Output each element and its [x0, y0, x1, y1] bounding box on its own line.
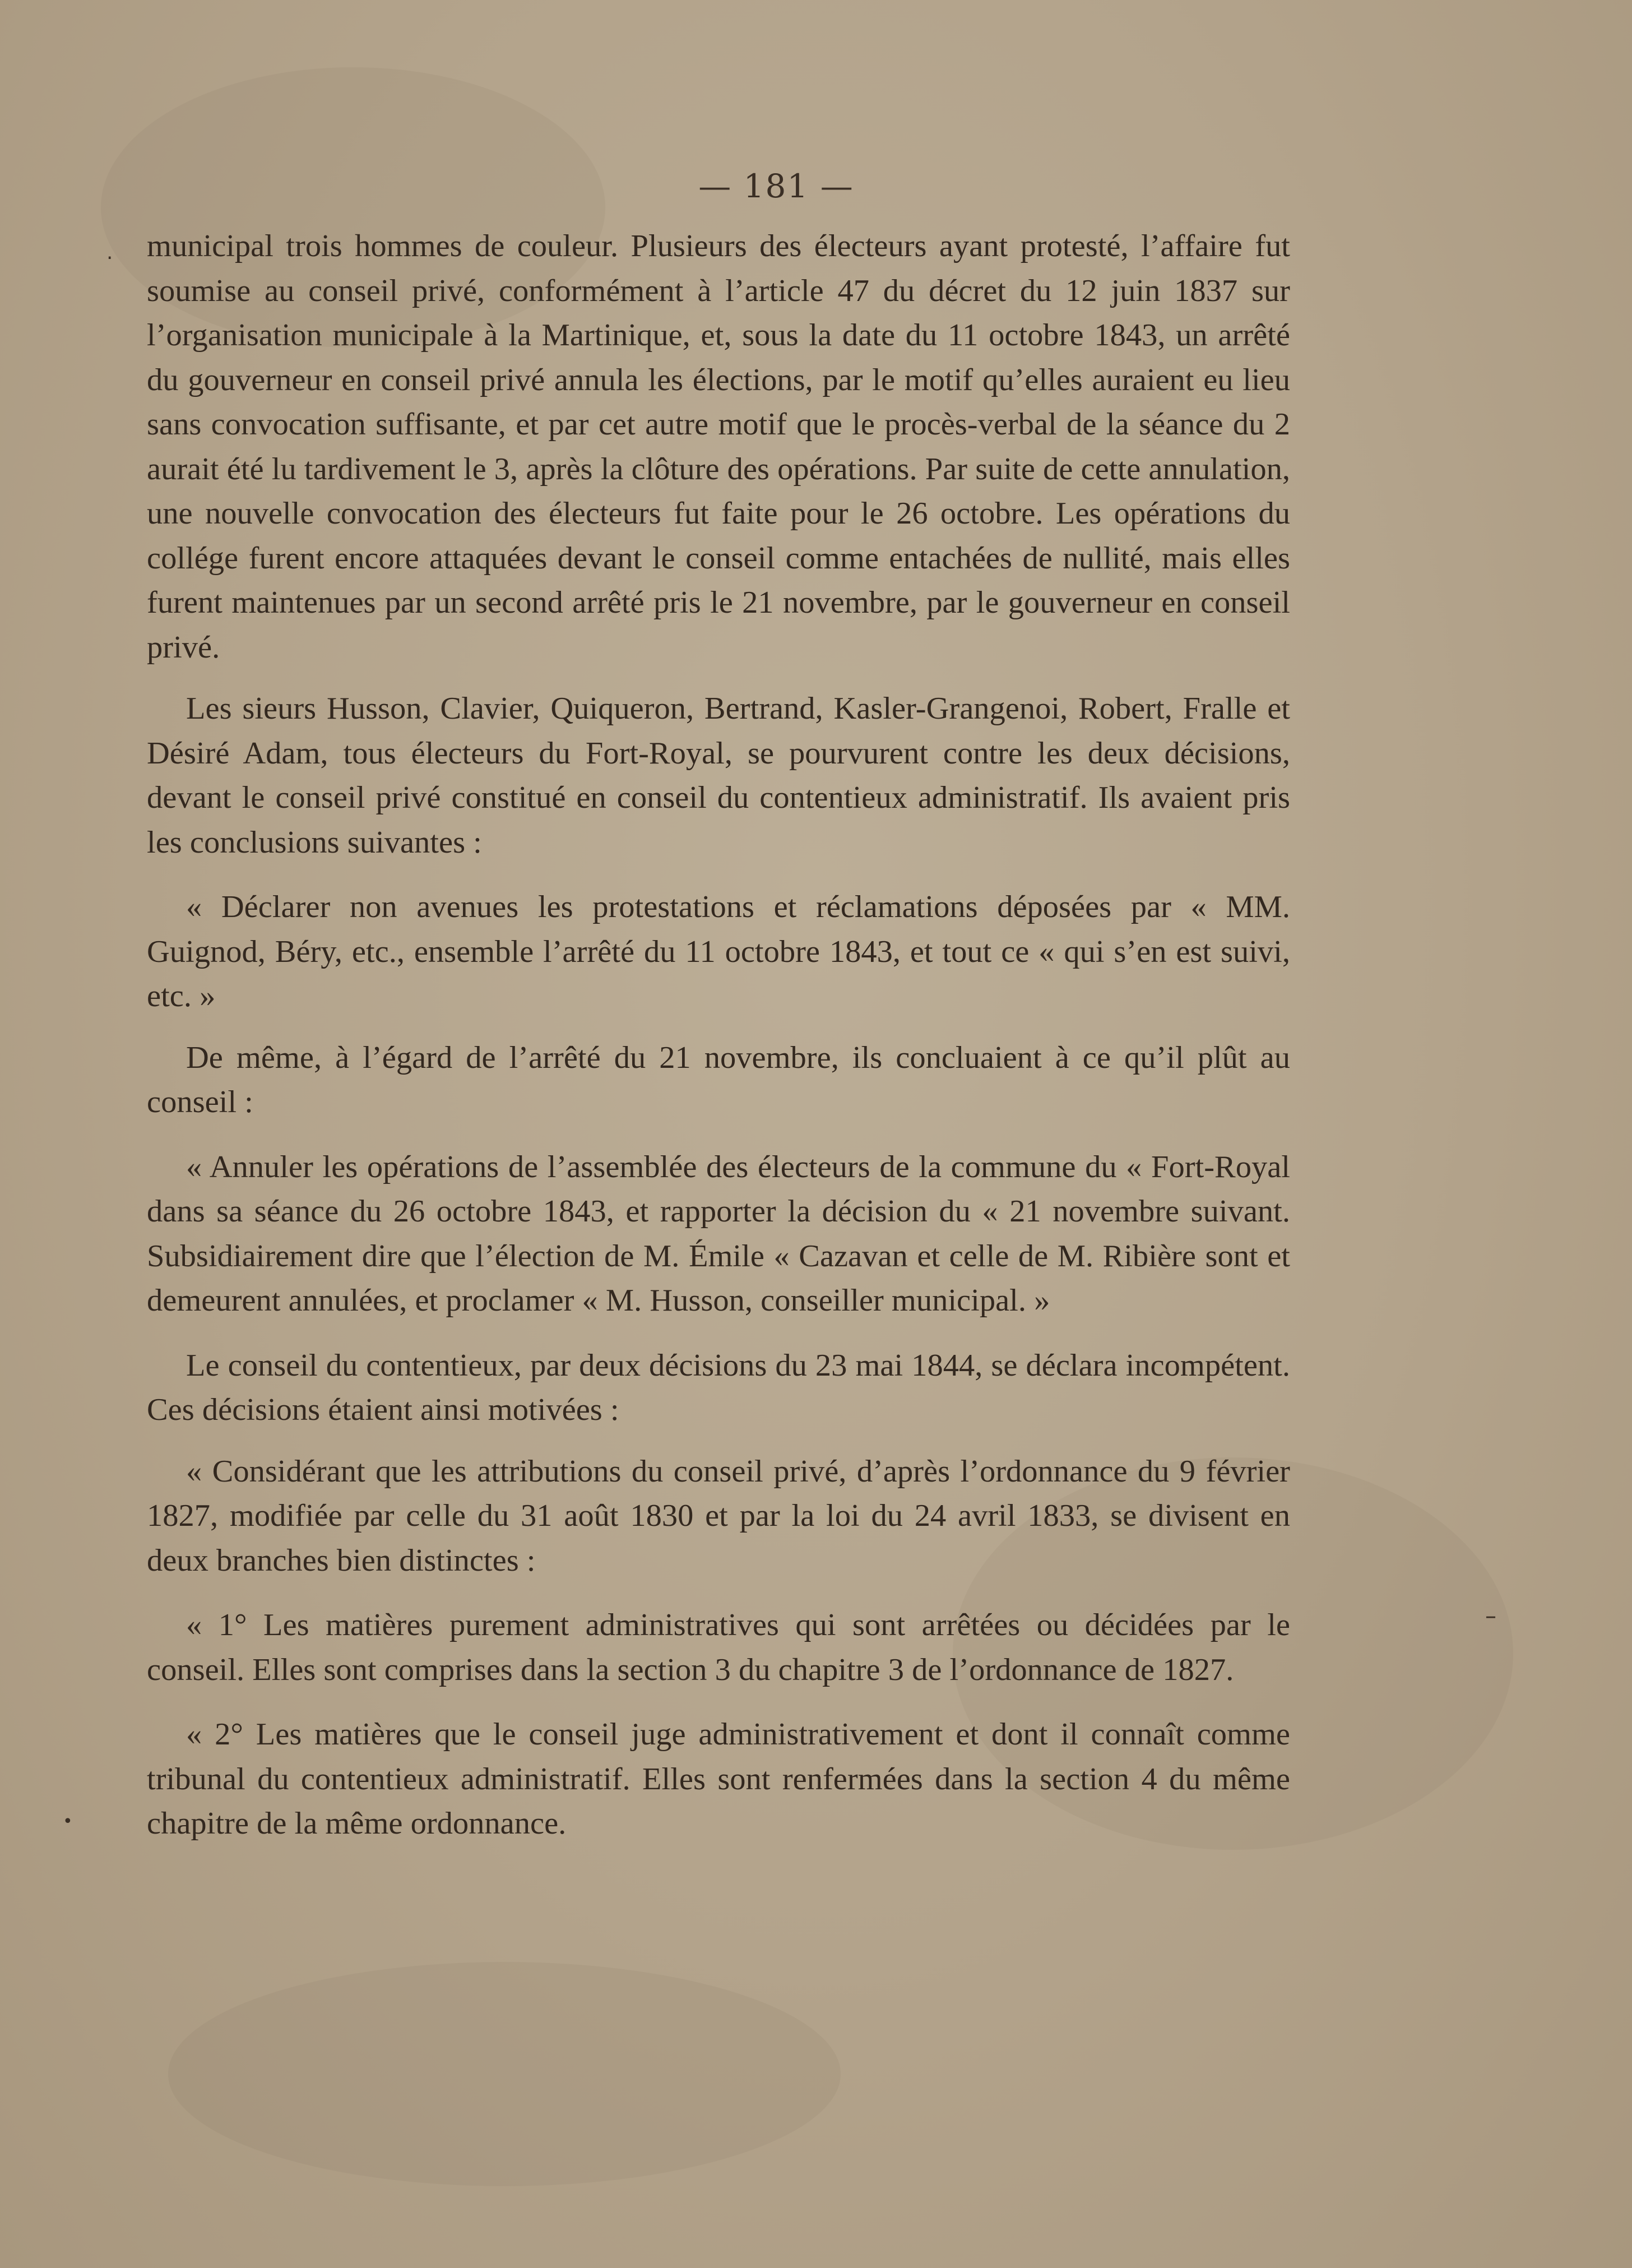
quote-considering: « Considérant que les attributions du conseil privé, d’après l’ordonnance du 9 février 1827, modifiée par celle du 31 août 1830 et par la loi du 24 avril 1833, se divisent en deux branches bien distinctes :: [147, 1454, 1290, 1578]
paragraph-continuation: municipal trois hommes de couleur. Plusieurs des électeurs ayant protesté, l’affaire fut soumise au conseil privé, conformément à l’article 47 du décret du 12 juin 1837 sur l’organisation municipale à la Martinique, et, sous la date du 11 octobre 1843, un arrêté du gouverneur en conseil privé annula les élections, par le motif qu’elles auraient eu lieu sans convocation suffisante, et par cet autre motif que le procès-verbal de la séance du 2 aurait été lu tardivement le 3, après la clôture des opérations. Par suite de cette annulation, une nouvelle convocation des électeurs fut faite pour le 26 octobre. Les opérations du collége furent encore attaquées devant le conseil comme entachées de nullité, mais elles furent maintenues par un second arrêté pris le 21 novembre, par le gouverneur en conseil privé.: [147, 229, 1290, 665]
quote-first-conclusions: « Déclarer non avenues les protestations et réclamations déposées par « MM. Guignod, Béry, etc., ensemble l’arrêté du 11 octobre 1843, et tout ce « qui s’en est suivi, etc. »: [147, 890, 1290, 1013]
paper-stain: [168, 1962, 841, 2186]
margin-dot: •: [63, 1812, 73, 1831]
margin-mark: –: [1485, 1603, 1496, 1629]
page-number: — 181 —: [698, 167, 854, 205]
quote-item-1: « 1° Les matières purement administratives qui sont arrêtées ou décidées par le conseil. Elles sont comprises dans la section 3 du chapitre 3 de l’ordonnance de 1827.: [147, 1608, 1290, 1687]
paragraph-second-decree: De même, à l’égard de l’arrêté du 21 novembre, ils concluaient à ce qu’il plût au conseil :: [147, 1040, 1290, 1119]
paragraph-council-decision: Le conseil du contentieux, par deux décisions du 23 mai 1844, se déclara incompétent. Ces décisions étaient ainsi motivées :: [147, 1348, 1290, 1427]
paragraph-petitioners: Les sieurs Husson, Clavier, Quiqueron, Bertrand, Kasler-Grangenoi, Robert, Fralle et Désiré Adam, tous électeurs du Fort-Royal, se pourvurent contre les deux décisions, devant le conseil privé constitué en conseil du contentieux administratif. Ils avaient pris les conclusions suivantes :: [147, 691, 1290, 860]
quote-second-conclusions: « Annuler les opérations de l’assemblée des électeurs de la commune du « Fort-Royal dans sa séance du 26 octobre 1843, et rapporter la décision du « 21 novembre suivant. Subsidiairement dire que l’élection de M. Émile « Cazavan et celle de M. Ribière sont et demeurent annulées, et proclamer « M. Husson, conseiller municipal. »: [147, 1149, 1290, 1318]
margin-dot: .: [106, 241, 113, 264]
quote-item-2: « 2° Les matières que le conseil juge administrativement et dont il connaît comme tribunal du contentieux administratif. Elles sont renfermées dans la section 4 du même chapitre de la même ordonnance.: [147, 1717, 1290, 1841]
body-text: [147, 224, 1290, 1846]
